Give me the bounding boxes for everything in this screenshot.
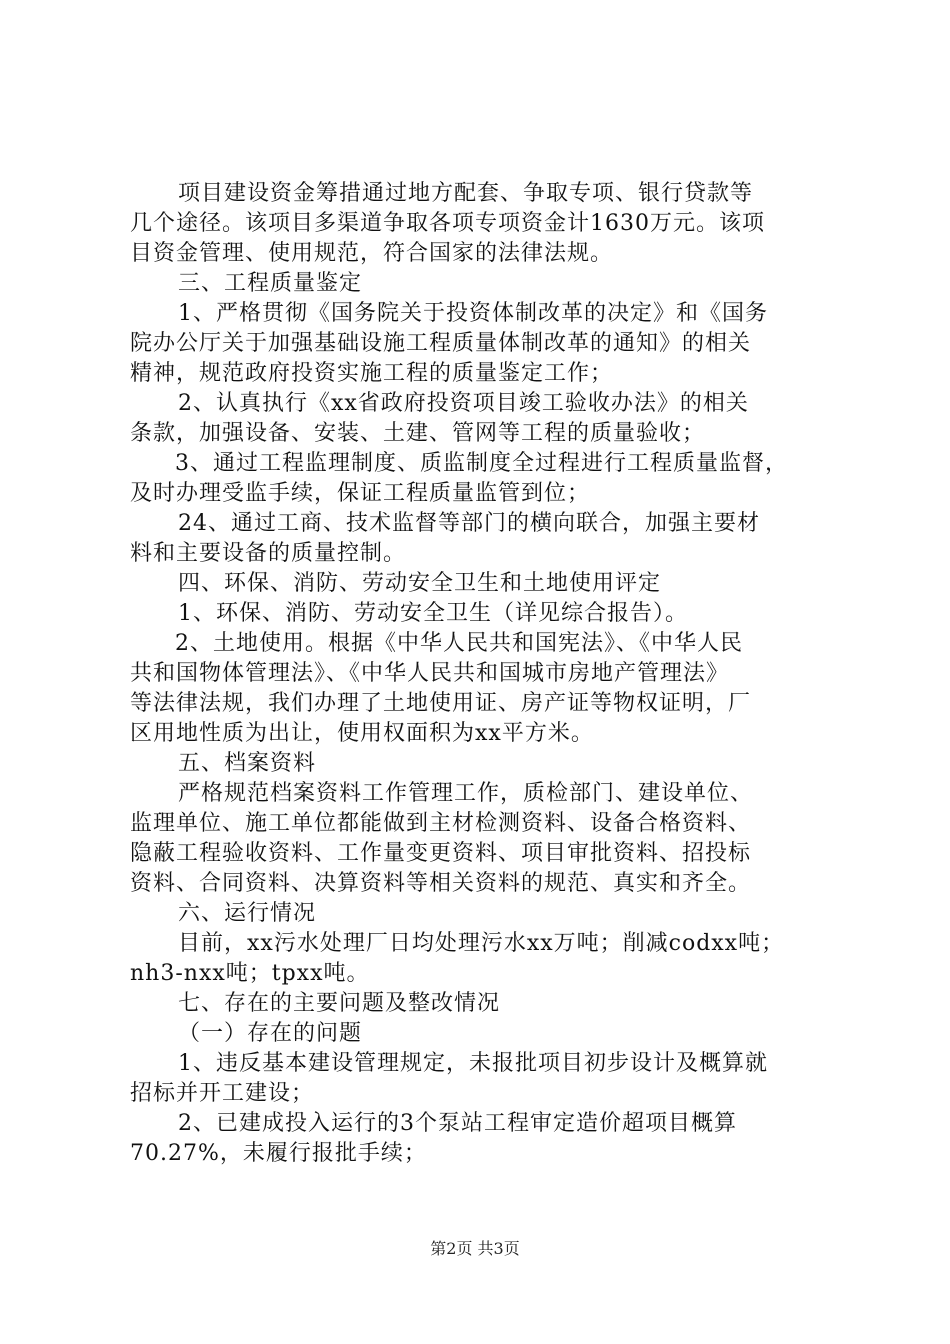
body-line: 项目建设资金筹措通过地方配套、争取专项、银行贷款等 <box>178 181 754 206</box>
body-line: 监理单位、施工单位都能做到主材检测资料、设备合格资料、 <box>130 811 752 836</box>
body-line: 料和主要设备的质量控制。 <box>130 541 407 566</box>
body-line: 70.27%，未履行报批手续； <box>130 1141 427 1166</box>
body-line: 1、严格贯彻《国务院关于投资体制改革的决定》和《国务 <box>178 301 768 326</box>
body-line: 隐蔽工程验收资料、工作量变更资料、项目审批资料、招投标 <box>130 841 752 866</box>
body-line: nh3-nxx吨；tpxx吨。 <box>130 961 370 986</box>
body-line: 2、已建成投入运行的3个泵站工程审定造价超项目概算 <box>178 1111 737 1136</box>
body-line: 1、违反基本建设管理规定，未报批项目初步设计及概算就 <box>178 1051 768 1076</box>
body-line: 资料、合同资料、决算资料等相关资料的规范、真实和齐全。 <box>130 871 752 896</box>
section-heading: 七、存在的主要问题及整改情况 <box>178 991 501 1016</box>
body-line: 24、通过工商、技术监督等部门的横向联合，加强主要材 <box>178 511 760 536</box>
section-heading: 五、档案资料 <box>178 751 317 776</box>
body-line: 及时办理受监手续，保证工程质量监管到位； <box>130 481 591 506</box>
section-heading: 三、工程质量鉴定 <box>178 271 363 296</box>
section-heading: 四、环保、消防、劳动安全卫生和土地使用评定 <box>178 571 662 596</box>
section-heading: 六、运行情况 <box>178 901 317 926</box>
body-line: 条款，加强设备、安装、土建、管网等工程的质量验收； <box>130 421 706 446</box>
body-line: 院办公厅关于加强基础设施工程质量体制改革的通知》的相关 <box>130 331 752 356</box>
body-line: 严格规范档案资料工作管理工作，质检部门、建设单位、 <box>178 781 754 806</box>
body-line: 3、通过工程监理制度、质监制度全过程进行工程质量监督， <box>175 451 788 476</box>
page-number-footer: 第2页 共3页 <box>430 1239 520 1258</box>
body-line: 等法律法规，我们办理了土地使用证、房产证等物权证明，厂 <box>130 691 752 716</box>
subsection-heading: （一）存在的问题 <box>178 1021 363 1046</box>
body-line: 区用地性质为出让，使用权面积为xx平方米。 <box>130 721 594 746</box>
body-line: 几个途径。该项目多渠道争取各项专项资金计1630万元。该项 <box>130 211 765 236</box>
body-line: 2、土地使用。根据《中华人民共和国宪法》、《中华人民 <box>175 631 743 656</box>
body-line: 共和国物体管理法》、《中华人民共和国城市房地产管理法》 <box>130 661 730 686</box>
body-line: 2、认真执行《xx省政府投资项目竣工验收办法》的相关 <box>178 391 749 416</box>
body-line: 1、环保、消防、劳动安全卫生（详见综合报告）。 <box>178 601 688 626</box>
body-line: 精神，规范政府投资实施工程的质量鉴定工作； <box>130 361 614 386</box>
body-line: 目前，xx污水处理厂日均处理污水xx万吨；削减codxx吨； <box>178 931 785 956</box>
body-line: 目资金管理、使用规范，符合国家的法律法规。 <box>130 241 614 266</box>
body-line: 招标并开工建设； <box>130 1081 315 1106</box>
